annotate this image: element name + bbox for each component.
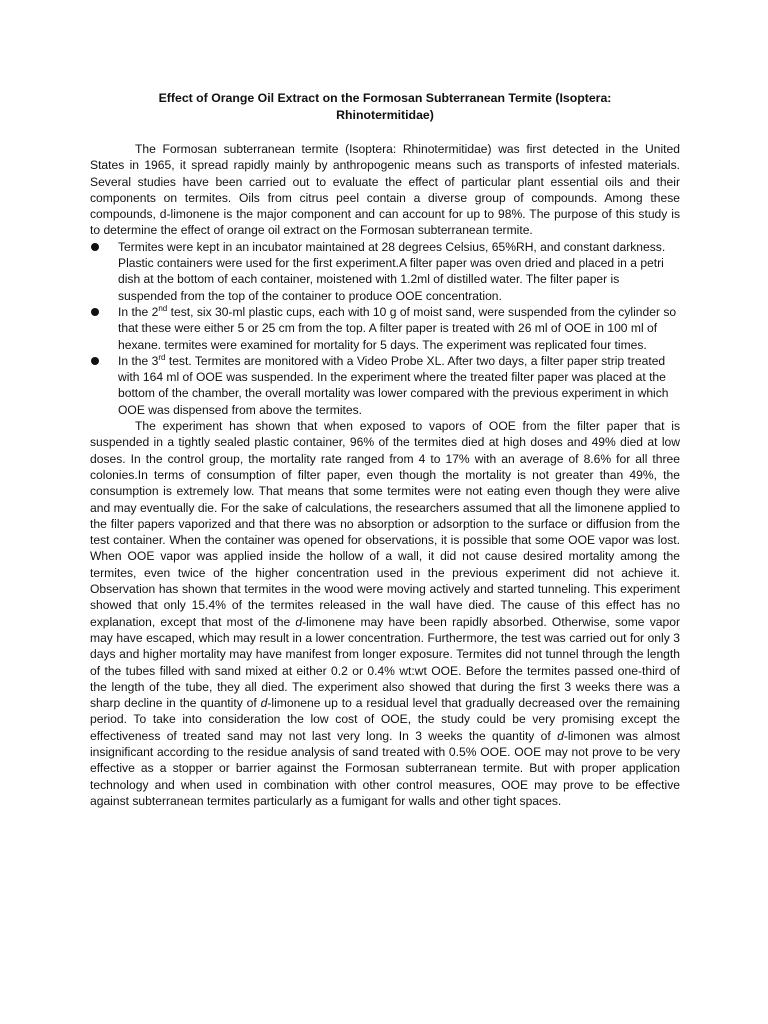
bullet-icon xyxy=(91,308,99,316)
results-text-b: -limonene may have been rapidly absorbed. Otherwise, some vapor may have escaped, which may result in a lower concentration. Furthermore, the test was carried out for only 3 days and higher mortality may have manifest from longer exposure. Termites did not tunnel through the length of the tubes filled with sand mixed at either 0.2 or 0.4% wt:wt OOE. Before the termites passed one-third of the length of the tube, they all died. The experiment also showed that during the first 3 weeks there was a sharp decline in the quantity of xyxy=(90,614,680,711)
results-text-c: -limonene up to a residual level that gradually decreased over the remaining period. To take into consideration the low cost of OOE, the study could be very promising except the effectiveness of treated sand may not last very long. In 3 weeks the quantity of xyxy=(90,696,681,743)
title-line-1: Effect of Orange Oil Extract on the Formosan Subterranean Termite (Isoptera: xyxy=(158,91,612,105)
list-item-text-pre: In the 2 xyxy=(118,304,159,319)
list-item-text-pre: In the 3 xyxy=(118,353,159,368)
method-list xyxy=(90,239,680,418)
ordinal-suffix: rd xyxy=(158,352,166,362)
ordinal-suffix: nd xyxy=(158,303,168,313)
list-item xyxy=(90,304,680,353)
italic-d: d xyxy=(295,614,303,629)
bullet-icon xyxy=(91,357,99,365)
results-text-a: The experiment has shown that when exposed to vapors of OOE from the filter paper that is suspended in a tightly sealed plastic container, 96% of the termites died at high doses and 49% died at low doses. In the control group, the mortality rate ranged from 4 to 17% with an average of 8.6% for all three colonies.In terms of consumption of filter paper, even though the mortality is not greater than 49%, the consumption is extremely low. That means that some termites were not eating even though they were alive and may eventually die. For the sake of calculations, the researchers assumed that all the limonene applied to the filter papers vaporized and that there was no absorption or adsorption to the surface or diffusion from the test container. When the container was opened for observations, it is possible that some OOE vapor was lost. When OOE vapor was applied inside the hollow of a wall, it did not cause desired mortality among the termites, even twice of the higher concentration used in the previous experiment did not achieve it. Observation has shown that termites in the wood were moving actively and started tunneling. This experiment showed that only 15.4% of the termites released in the wall have died. The cause of this effect has no explanation, except that most of the xyxy=(90,419,680,629)
document-page xyxy=(90,90,680,809)
bullet-icon xyxy=(91,243,99,251)
list-item xyxy=(90,353,680,418)
list-item-text: Termites were kept in an incubator maintained at 28 degrees Celsius, 65%RH, and constant darkness. Plastic containers were used for the first experiment.A filter paper was oven dried and placed in a petri dish at the bottom of each container, moistened with 1.2ml of distilled water. The filter paper is suspended from the top of the container to produce OOE concentration. xyxy=(118,239,666,303)
list-item xyxy=(90,239,680,304)
document-title xyxy=(90,90,680,124)
title-line-2: Rhinotermitidae) xyxy=(336,108,434,122)
results-paragraph xyxy=(90,418,680,809)
italic-d: d xyxy=(260,696,268,711)
list-item-text-post: test, six 30-ml plastic cups, each with 10 g of moist sand, were suspended from the cylinder so that these were either 5 or 25 cm from the top. A filter paper is treated with 26 ml of OOE in 100 ml of hexane. termites were examined for mortality for 5 days. The experiment was replicated four times. xyxy=(118,304,677,352)
italic-d: d xyxy=(557,728,564,743)
list-item-text-post: test. Termites are monitored with a Video Probe XL. After two days, a filter paper strip treated with 164 ml of OOE was suspended. In the experiment where the treated filter paper was placed at the bottom of the chamber, the overall mortality was lower compared with the previous experiment in which OOE was dispensed from above the termites. xyxy=(118,353,669,417)
intro-paragraph: The Formosan subterranean termite (Isoptera: Rhinotermitidae) was first detected in the United States in 1965, it spread rapidly mainly by anthropogenic means such as transports of infested materials. Several studies have been carried out to evaluate the effect of particular plant essential oils and their components on termites. Oils from citrus peel contain a diverse group of compounds. Among these compounds, d-limonene is the major component and can account for up to 98%. The purpose of this study is to determine the effect of orange oil extract on the Formosan subterranean termite. xyxy=(90,142,680,238)
results-text-d: -limonen was almost insignificant according to the residue analysis of sand treated with 0.5% OOE. OOE may not prove to be very effective as a stopper or barrier against the Formosan subterranean termite. But with proper application technology and when used in combination with other control measures, OOE may prove to be effective against subterranean termites particularly as a fumigant for walls and other tight spaces. xyxy=(90,728,680,808)
